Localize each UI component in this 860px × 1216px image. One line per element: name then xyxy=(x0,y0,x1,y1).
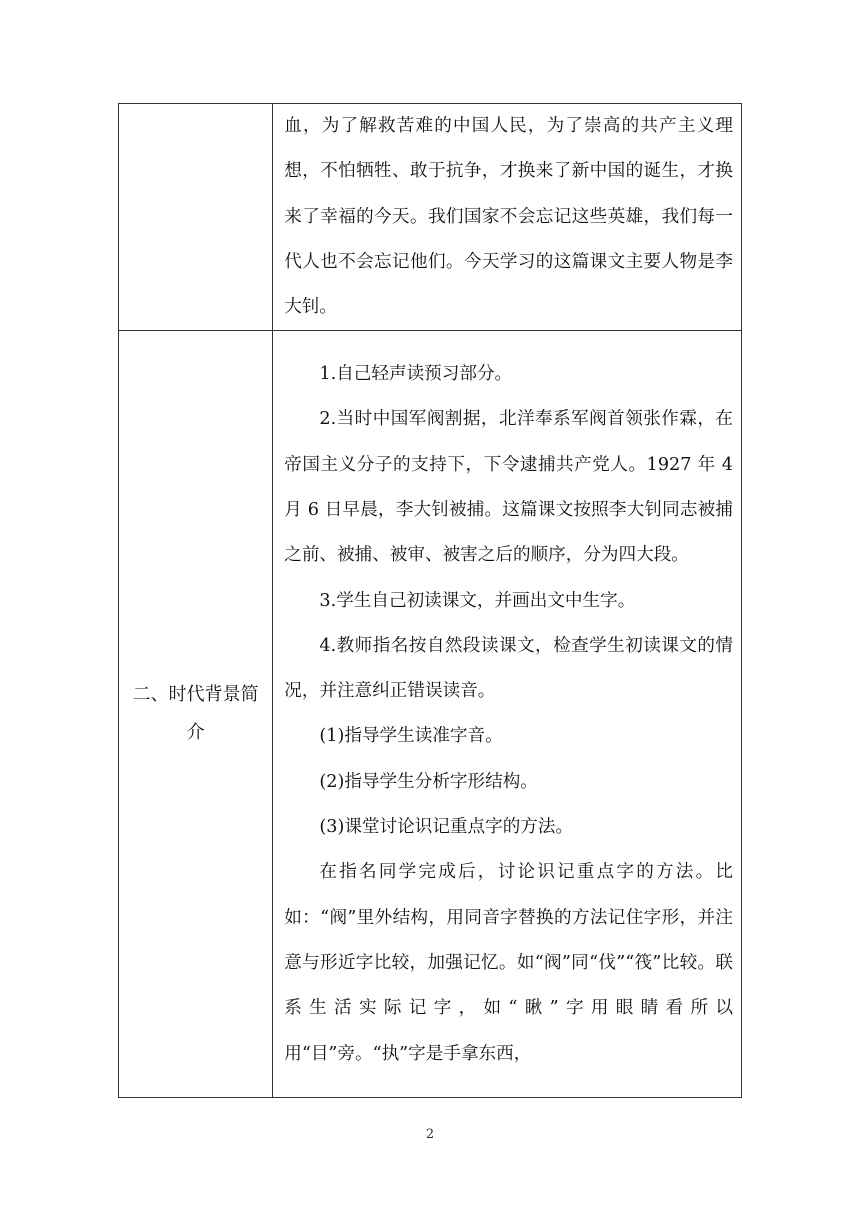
section-content-cell xyxy=(273,331,742,1098)
paragraph: 在指名同学完成后，讨论识记重点字的方法。比如：“阀”里外结构，用同音字替换的方法记住字形，并注意与形近字比较，加强记忆。如“阀”同“伐”“筏”比较。联系生活实际记字，如“瞅”字用眼睛看所以用“目”旁。“执”字是手拿东西， xyxy=(284,862,733,1064)
lesson-plan-table xyxy=(118,103,742,1098)
paragraph: 3.学生自己初读课文，并画出文中生字。 xyxy=(319,590,636,611)
paragraph: 血，为了解救苦难的中国人民，为了崇高的共产主义理想，不怕牺牲、敢于抗争，才换来了新中国的诞生，才换来了幸福的今天。我们国家不会忘记这些英雄，我们每一代人也不会忘记他们。今天学习的这篇课文主要人物是李大钊。 xyxy=(284,116,733,318)
paragraph: 4.教师指名按自然段读课文，检查学生初读课文的情况，并注意纠正错误读音。 xyxy=(284,635,733,702)
paragraph: (3)课堂讨论识记重点字的方法。 xyxy=(319,817,574,838)
section-label-cell xyxy=(119,331,273,1098)
section-label-cell xyxy=(119,104,273,331)
section-content-cell xyxy=(273,104,742,331)
table-row xyxy=(119,104,742,331)
paragraph: 2.当时中国军阀割据，北洋奉系军阀首领张作霖，在帝国主义分子的支持下，下令逮捕共产党人。1927 年 4 月 6 日早晨，李大钊被捕。这篇课文按照李大钊同志被捕之前、被捕、被审、被害之后的顺序，分为四大段。 xyxy=(284,409,733,566)
paragraph: (2)指导学生分析字形结构。 xyxy=(319,771,538,792)
section-label: 二、时代背景简介 xyxy=(132,684,259,744)
paragraph: 1.自己轻声读预习部分。 xyxy=(319,364,513,385)
page-number: 2 xyxy=(425,1127,435,1142)
table-row xyxy=(119,331,742,1098)
paragraph: (1)指导学生读准字音。 xyxy=(319,726,503,747)
